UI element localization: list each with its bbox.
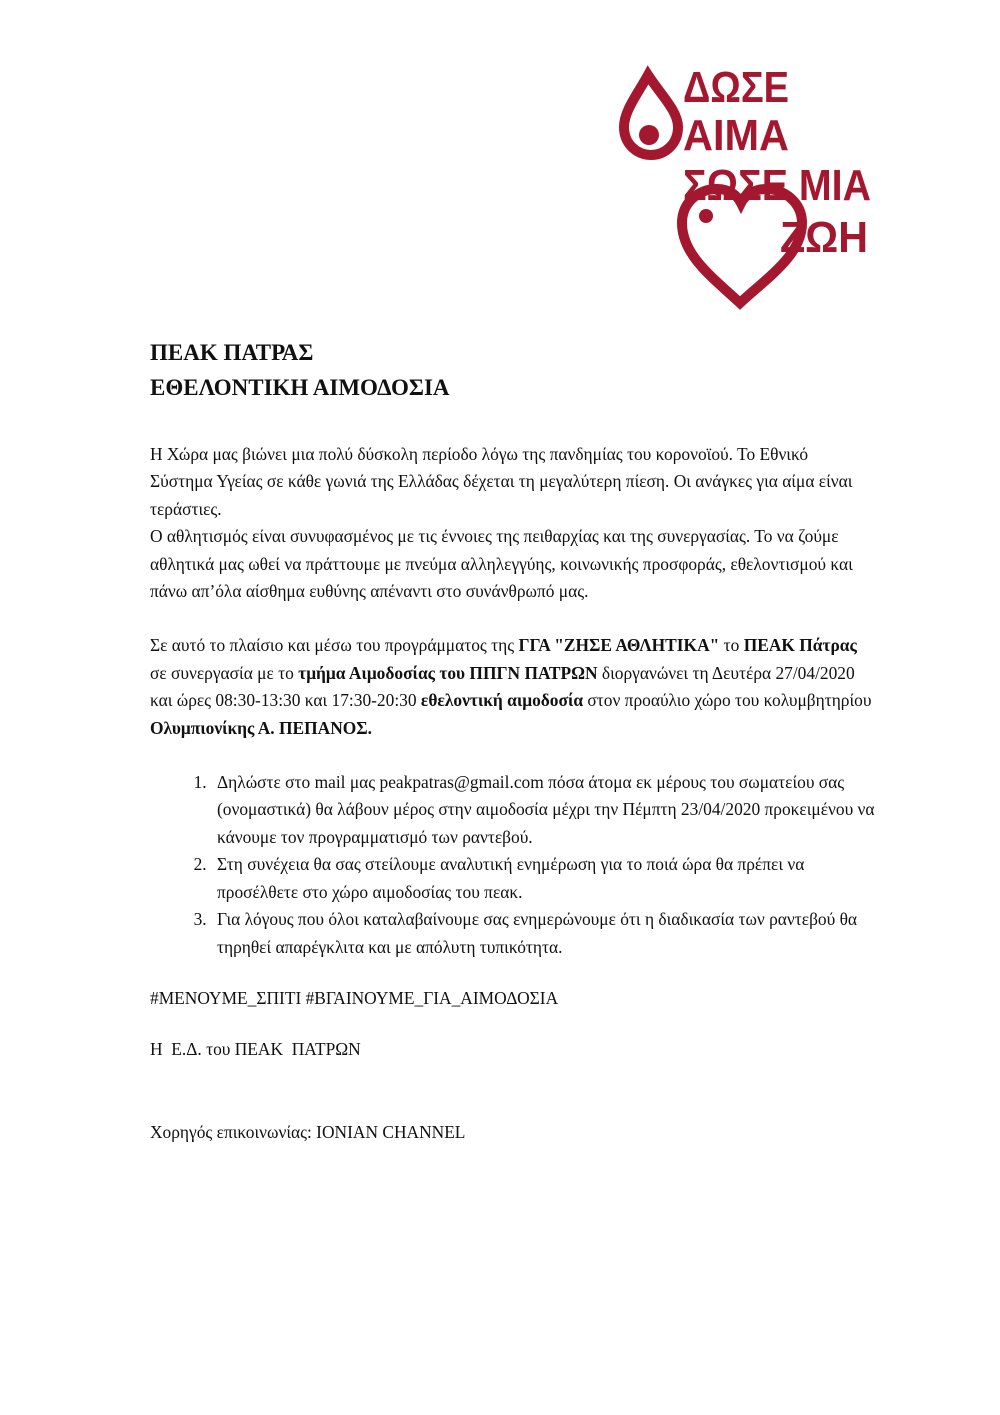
intro-line-1: Η Χώρα μας βιώνει μια πολύ δύσκολη περίοδο λόγω της πανδημίας του κορονοϊού. Το Εθνικό Σύστημα Υγείας σε κάθε γωνιά της Ελλάδας δέχεται τη μεγαλύτερη πίεση. Οι ανάγκες για αίμα είναι τεράστιες. (150, 444, 853, 519)
context-bold-event: εθελοντική αιμοδοσία (420, 690, 584, 711)
context-text-1: Σε αυτό το πλαίσιο και μέσω του προγράμματος της (150, 635, 519, 656)
context-text-4: διοργανώνει τη Δευτέρα 27/04/2020 και ώρες 08:30-13:30 και 17:30-20:30 (150, 662, 855, 711)
list-item: 1. Δηλώστε στο mail μας peakpatras@gmail.com πόσα άτομα εκ μέρους του σωματείου σας (ονομαστικά) θα λάβουν μέρος στην αιμοδοσία μέχρι την Πέμπτη 23/04/2020 προκειμένου να κάνουμε τον προγραμματισμό των ραντεβού. (211, 769, 875, 851)
list-item: 2. Στη συνέχεια θα σας στείλουμε αναλυτική ενημέρωση για το ποιά ώρα θα πρέπει να προσέλθετε στο χώρο αιμοδοσίας του πεακ. (211, 851, 875, 906)
context-bold-venue: Ολυμπιονίκης Α. ΠΕΠΑΝΟΣ. (150, 717, 373, 738)
logo-line-4: ΖΩΗ (780, 213, 868, 262)
document-body (150, 335, 875, 1146)
context-text-3: σε συνεργασία με το (150, 662, 299, 683)
hashtags: #ΜΕΝΟΥΜΕ_ΣΠΙΤΙ #ΒΓΑΙΝΟΥΜΕ_ΓΙΑ_ΑΙΜΟΔΟΣΙΑ (150, 987, 559, 1008)
sponsor-line: Χορηγός επικοινωνίας: IONIAN CHANNEL (150, 1121, 466, 1142)
context-bold-organizer: ΠΕΑΚ Πάτρας (743, 635, 857, 656)
context-paragraph (150, 632, 875, 742)
logo-line-2: ΑΙΜΑ (683, 111, 789, 160)
title-line-1: ΠΕΑΚ ΠΑΤΡΑΣ (150, 340, 314, 365)
blood-donation-logo (600, 55, 880, 310)
intro-paragraph (150, 441, 875, 605)
list-item: 3. Για λόγους που όλοι καταλαβαίνουμε σας ενημερώνουμε ότι η διαδικασία των ραντεβού θα τηρηθεί απαρέγκλιτα και με απόλυτη τυπικότητα. (211, 906, 875, 961)
blood-drop-heart-icon (600, 55, 880, 310)
logo-line-1: ΔΩΣΕ (683, 63, 789, 112)
context-text-2: το (719, 635, 744, 656)
logo-line-3: ΣΩΣΕ ΜΙΑ (683, 161, 871, 210)
intro-line-2: Ο αθλητισμός είναι συνυφασμένος με τις έννοιες της πειθαρχίας και της συνεργασίας. Το να ζούμε αθλητικά μας ωθεί να πράττουμε με πνεύμα αλληλεγγύης, κοινωνικής προσφοράς, εθελοντισμού και πάνω απ’όλα αίσθημα ευθύνης απέναντι στο συνάνθρωπό μας. (150, 526, 853, 602)
context-bold-partner: τμήμα Αιμοδοσίας του ΠΠΓΝ ΠΑΤΡΩΝ (298, 662, 598, 683)
instructions-list (150, 769, 875, 961)
document-title (150, 335, 875, 405)
context-bold-program: ΓΓΑ "ΖΗΣΕ ΑΘΛΗΤΙΚΑ" (518, 635, 720, 656)
signature: Η Ε.Δ. του ΠΕΑΚ ΠΑΤΡΩΝ (150, 1039, 361, 1060)
context-text-5: στον προαύλιο χώρο του κολυμβητηρίου (583, 690, 872, 711)
title-line-2: ΕΘΕΛΟΝΤΙΚΗ ΑΙΜΟΔΟΣΙΑ (150, 375, 450, 400)
